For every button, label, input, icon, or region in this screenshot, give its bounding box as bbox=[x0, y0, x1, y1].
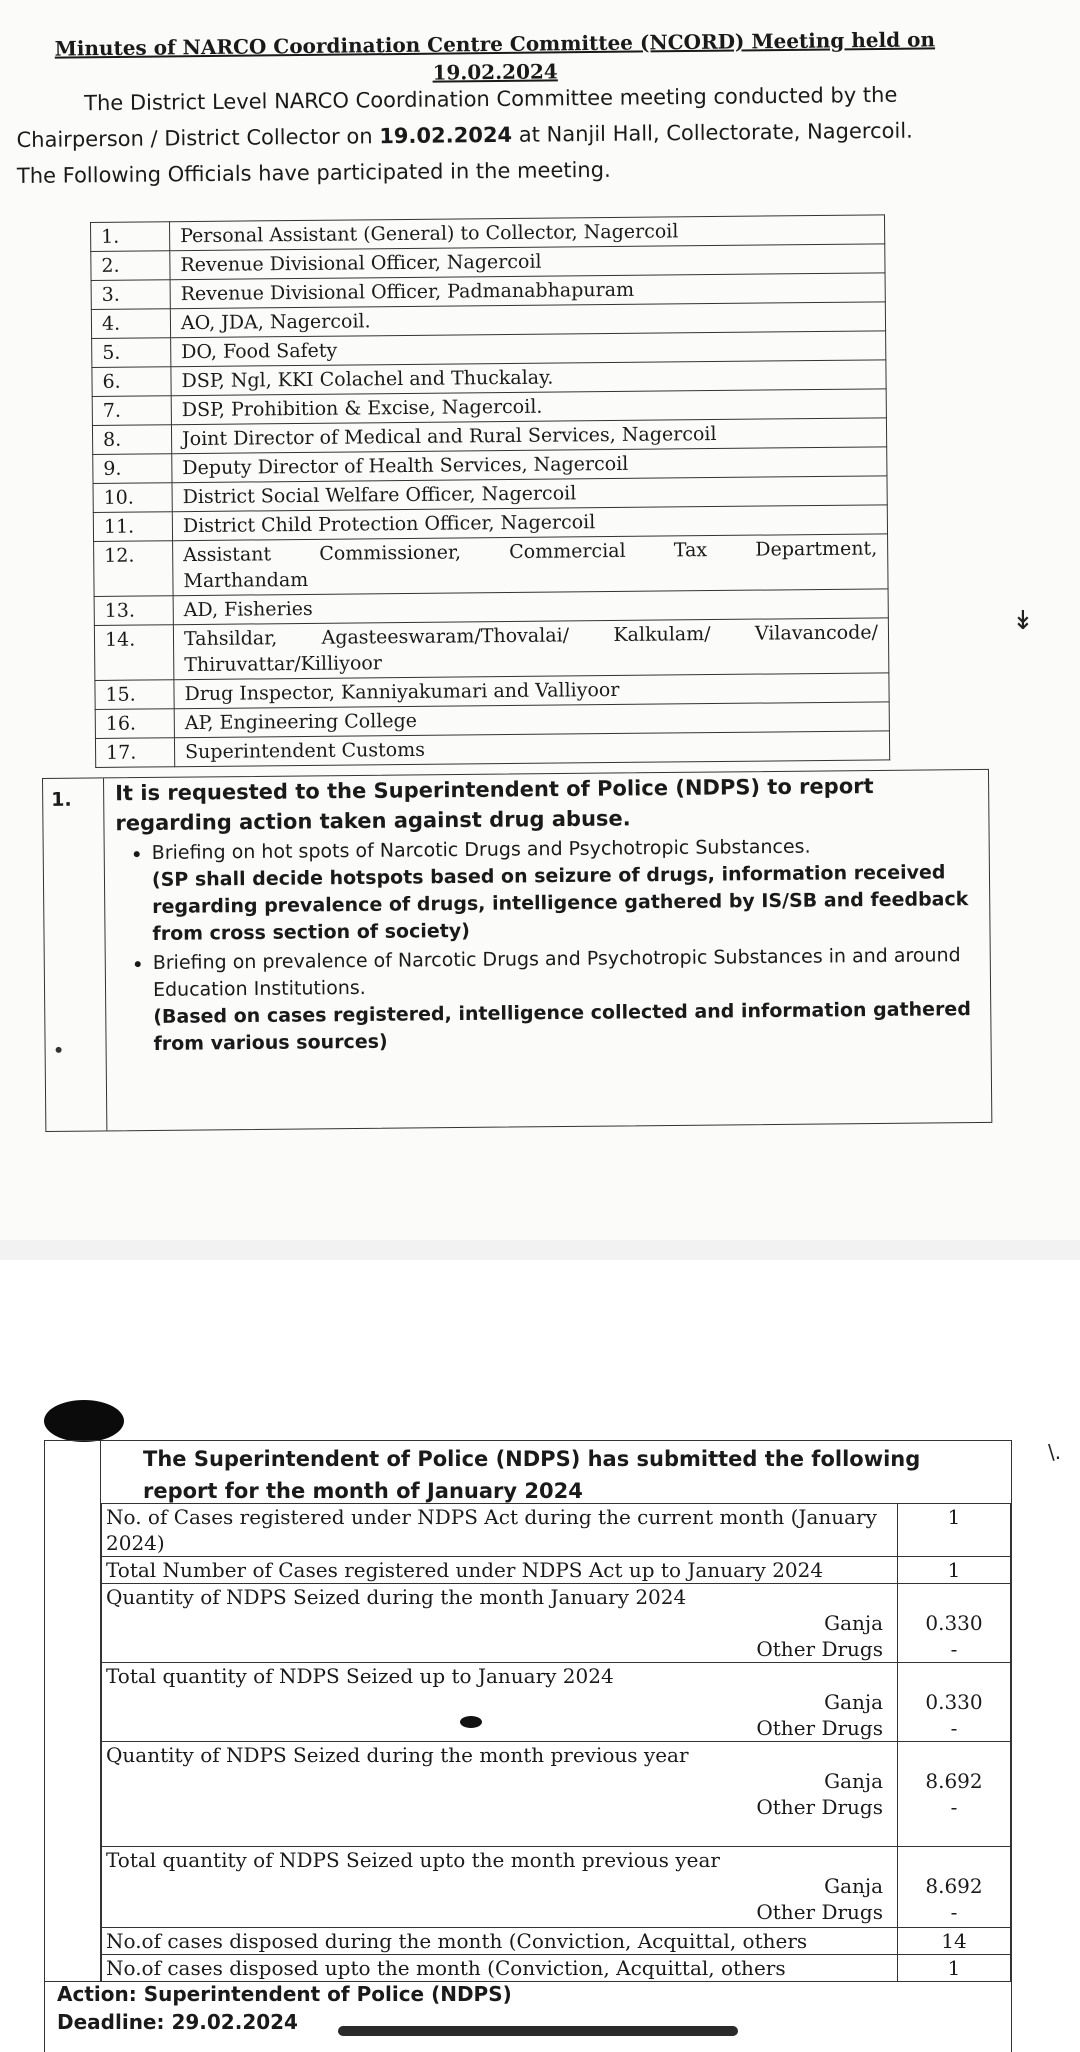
table-row: 5. DO, Food Safety bbox=[92, 331, 886, 368]
report-heading: The Superintendent of Police (NDPS) has submitted the following report for the month of January 2024 bbox=[143, 1447, 921, 1503]
agenda-bullets bbox=[116, 832, 1014, 1061]
table-row: 14. Tahsildar, Agasteeswaram/Thovalai/ Kalkulam/ Vilavancode/ Thiruvattar/Killiyoor bbox=[94, 618, 888, 681]
table-row: No.of cases disposed upto the month (Conviction, Acquittal, others 1 bbox=[102, 1955, 1011, 1982]
list-item: • Briefing on hot spots of Narcotic Drugs and Psychotropic Substances. (SP shall decide hotspots based on seizure of drugs, information received regarding prevalence of drugs, intelligence gathered by IS/SB and feedback from cross section of society) bbox=[152, 832, 1013, 948]
report-box bbox=[44, 1440, 1012, 1982]
ink-blot bbox=[44, 1400, 124, 1442]
table-row: No.of cases disposed during the month (Conviction, Acquittal, others 14 bbox=[102, 1928, 1011, 1955]
agenda-number: 1. bbox=[51, 788, 72, 811]
table-row: 1. Personal Assistant (General) to Collector, Nagercoil bbox=[91, 215, 885, 252]
table-row: Quantity of NDPS Seized during the month January 2024 Ganja Other Drugs 0.330 - bbox=[102, 1584, 1011, 1663]
table-row: No. of Cases registered under NDPS Act during the current month (January 2024) 1 bbox=[102, 1504, 1011, 1557]
table-row: 16. AP, Engineering College bbox=[95, 702, 889, 739]
action-line: Action: Superintendent of Police (NDPS) bbox=[57, 1982, 512, 2006]
table-row: Total quantity of NDPS Seized upto the month previous year Ganja Other Drugs 8.692 - bbox=[102, 1847, 1011, 1928]
deadline-line: Deadline: 29.02.2024 bbox=[57, 2010, 298, 2034]
table-row: 8. Joint Director of Medical and Rural Services, Nagercoil bbox=[92, 418, 886, 455]
ink-spot bbox=[460, 1716, 482, 1728]
table-row: 10. District Social Welfare Officer, Nagercoil bbox=[93, 476, 887, 513]
table-row: 7. DSP, Prohibition & Excise, Nagercoil. bbox=[92, 389, 886, 426]
table-row: 4. AO, JDA, Nagercoil. bbox=[91, 302, 885, 339]
table-row: Total quantity of NDPS Seized up to January 2024 Ganja Other Drugs 0.330 - bbox=[102, 1663, 1011, 1742]
agenda-item-box bbox=[42, 769, 992, 1132]
table-row: 2. Revenue Divisional Officer, Nagercoil bbox=[91, 244, 885, 281]
scroll-indicator[interactable] bbox=[338, 2026, 738, 2036]
table-row: 15. Drug Inspector, Kanniyakumari and Valliyoor bbox=[95, 673, 889, 710]
table-row: Total Number of Cases registered under NDPS Act up to January 2024 1 bbox=[102, 1557, 1011, 1584]
column-divider bbox=[103, 778, 107, 1130]
page-gap bbox=[0, 1240, 1080, 1260]
table-row: Quantity of NDPS Seized during the month previous year Ganja Other Drugs 8.692 - bbox=[102, 1742, 1011, 1847]
stray-dot bbox=[56, 1047, 62, 1053]
officials-table bbox=[90, 214, 890, 768]
margin-mark: ↡ bbox=[1012, 606, 1034, 636]
table-row: 11. District Child Protection Officer, Nagercoil bbox=[93, 505, 887, 542]
minutes-title: Minutes of NARCO Coordination Centre Committee (NCORD) Meeting held on 19.02.2024 bbox=[54, 27, 936, 85]
table-row: 9. Deputy Director of Health Services, Nagercoil bbox=[93, 447, 887, 484]
margin-mark: \. bbox=[1048, 1440, 1062, 1464]
ndps-report-table bbox=[101, 1503, 1011, 1982]
table-row: 17. Superintendent Customs bbox=[95, 731, 889, 768]
table-row: 6. DSP, Ngl, KKI Colachel and Thuckalay. bbox=[92, 360, 886, 397]
table-row: 3. Revenue Divisional Officer, Padmanabhapuram bbox=[91, 273, 885, 310]
action-box bbox=[44, 1980, 1012, 2052]
agenda-heading: It is requested to the Superintendent of Police (NDPS) to report regarding action taken against drug abuse. bbox=[115, 774, 874, 836]
table-row: 13. AD, Fisheries bbox=[94, 589, 888, 626]
list-item: • Briefing on prevalence of Narcotic Drugs and Psychotropic Substances in and around Education Institutions. (Based on cases registered, intelligence collected and information gathered from various sources) bbox=[153, 942, 1014, 1058]
table-row: 12. Assistant Commissioner, Commercial Tax Department, Marthandam bbox=[94, 534, 888, 597]
intro-paragraph: The District Level NARCO Coordination Committee meeting conducted by the Chairperson / District Collector on 19.02.2024 at Nanjil Hall, Collectorate, Nagercoil. The Following Officials have participated in the meeting. bbox=[16, 82, 913, 188]
